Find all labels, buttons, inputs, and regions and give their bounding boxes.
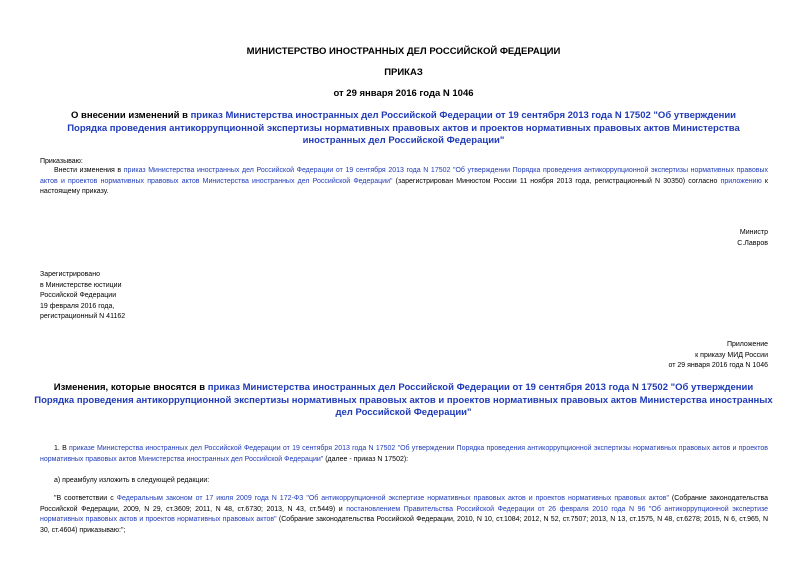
p1-prefix: Внести изменения в [54, 167, 124, 174]
item1-prefix: 1. В [54, 445, 70, 452]
signature-position: Министр [739, 229, 768, 236]
ministry-header: МИНИСТЕРСТВО ИНОСТРАННЫХ ДЕЛ РОССИЙСКОЙ ФЕДЕРАЦИИ [246, 46, 561, 57]
registration-line-5: регистрационный N 41162 [40, 313, 126, 320]
appendix-reference [560, 340, 768, 372]
registration-line-4: 19 февраля 2016 года, [40, 302, 115, 310]
registration-block [40, 270, 125, 323]
registration-line-2: в Министерстве юстиции [40, 281, 122, 289]
item-a: а) преамбулу изложить в следующей редакции: [54, 477, 210, 484]
doc-type: ПРИКАЗ [384, 67, 423, 78]
registration-line-1: Зарегистрировано [40, 271, 100, 278]
signature-block [560, 228, 768, 249]
preamble-quote [40, 494, 768, 536]
p1-appendix-link[interactable]: приложению [720, 177, 762, 185]
appendix-title [34, 382, 773, 420]
quote-link-federal-law[interactable]: Федеральным законом от 17 июля 2009 года N 172-ФЗ "Об антикоррупционной экспертизе нормативных правовых актов и проектов нормативных правовых актов" [116, 495, 669, 502]
appendix-ref-line-1: Приложение [726, 341, 768, 348]
document-title [50, 110, 757, 148]
appendix-title-prefix: Изменения, которые вносятся в [53, 382, 208, 393]
registration-line-3: Российской Федерации [40, 292, 117, 299]
quote-text-2: (Собрание законодательства Российской Федерации, 2009, N 29, ст.3609; 2011, N 48, ст.6730; 2013, N 43, ст.5449) и [40, 495, 768, 513]
item-1 [40, 444, 768, 465]
quote-text-3: (Собрание законодательства Российской Федерации, 2010, N 10, ст.1084; 2012, N 52, ст.7507; 2013, N 13, ст.1575, N 48, ст.6278; 2015, N 6, ст.965, N 30, ст.4604) приказываю:"; [40, 516, 768, 534]
signature-name: С.Лавров [737, 239, 768, 247]
quote-link-government-decree[interactable]: постановлением Правительства Российской Федерации от 26 февраля 2010 года N 96 "Об антикоррупционной экспертизе нормативных правовых актов и проектов нормативных правовых актов" [40, 505, 769, 523]
p1-suffix: к настоящему приказу. [40, 177, 768, 195]
order-paragraph [40, 166, 768, 198]
p1-mid: (зарегистрирован Минюстом России 11 ноября 2013 года, регистрационный N 30350) согласно [392, 177, 721, 185]
title-prefix: О внесении изменений в [70, 110, 191, 121]
appendix-ref-line-3: от 29 января 2016 года N 1046 [668, 362, 768, 369]
doc-date-number: от 29 января 2016 года N 1046 [333, 88, 474, 99]
p1-link[interactable]: приказ Министерства иностранных дел Российской Федерации от 19 сентября 2013 года N 17502 "Об утверждении Порядка проведения антикоррупционной экспертизы нормативных правовых актов и проектов нормативных правовых актов Министерства иностранных дел Российской Федерации" [40, 167, 768, 185]
title-link[interactable]: приказ Министерства иностранных дел Российской Федерации от 19 сентября 2013 года N 17502 "Об утверждении Порядка проведения антикоррупционной экспертизы нормативных правовых актов и проектов нормативных правовых актов Министерства иностранных дел Российской Федерации" [67, 110, 740, 146]
appendix-title-link[interactable]: приказ Министерства иностранных дел Российской Федерации от 19 сентября 2013 года N 17502 "Об утверждении Порядка проведения антикоррупционной экспертизы нормативных правовых актов и проектов нормативных правовых актов Министерства иностранных дел Российской Федерации" [34, 382, 773, 418]
item1-link[interactable]: приказе Министерства иностранных дел Российской Федерации от 19 сентября 2013 года N 17502 "Об утверждении Порядка проведения антикоррупционной экспертизы нормативных правовых актов и проектов нормативных правовых актов Министерства иностранных дел Российской Федерации" [40, 445, 768, 463]
item1-suffix: (далее - приказ N 17502): [323, 455, 409, 463]
order-word: Приказываю: [40, 158, 83, 165]
quote-text-1: "В соответствии с [54, 495, 117, 502]
appendix-ref-line-2: к приказу МИД России [695, 351, 768, 359]
